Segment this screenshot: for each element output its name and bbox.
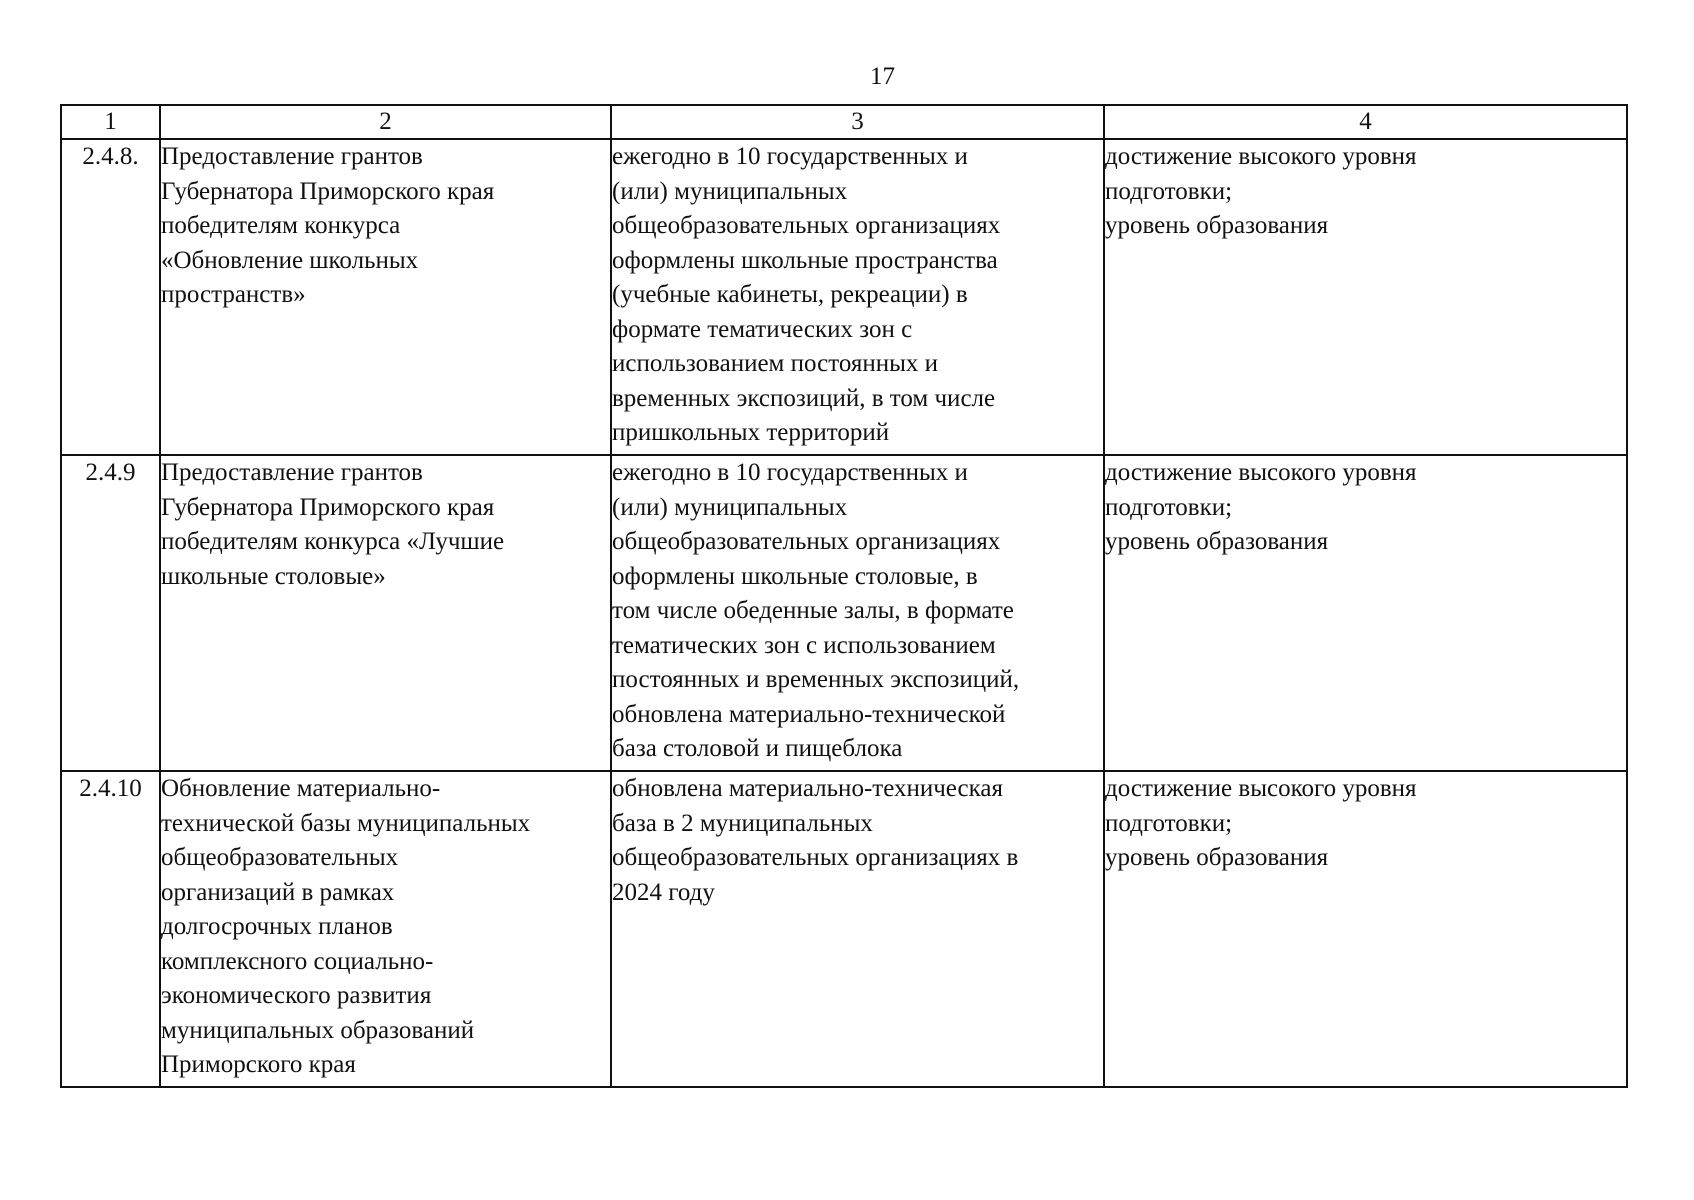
activity-line: комплексного социально-: [161, 947, 434, 975]
activity-line: Приморского края: [161, 1051, 356, 1078]
result-line: (или) муниципальных: [612, 177, 848, 205]
activity-line: технической базы муниципальных: [161, 809, 531, 837]
activity-line: экономического развития: [161, 982, 432, 1009]
activity-cell: [160, 455, 611, 771]
measures-table: [60, 104, 1628, 1088]
activity-line: Предоставление грантов: [161, 143, 423, 170]
activity-line: победителям конкурса: [161, 212, 401, 239]
result-cell: [611, 771, 1104, 1087]
result-line: постоянных и временных экспозиций,: [612, 666, 1020, 693]
page-number: 17: [870, 63, 895, 90]
row-number: 2.4.9: [85, 459, 136, 486]
result-line: обновлена материально-технической: [612, 700, 1006, 728]
result-line: оформлены школьные столовые, в: [612, 562, 978, 590]
impact-line: уровень образования: [1105, 212, 1329, 239]
impact-line: уровень образования: [1105, 528, 1329, 555]
header-col-4: 4: [1104, 105, 1627, 139]
activity-line: Обновление материально-: [161, 775, 441, 802]
activity-line: Предоставление грантов: [161, 459, 423, 486]
activity-line: муниципальных образований: [161, 1016, 475, 1044]
result-cell: [611, 139, 1104, 455]
result-line: том числе обеденные залы, в формате: [612, 597, 1014, 624]
result-line: 2024 году: [612, 878, 715, 906]
result-line: база в 2 муниципальных: [612, 809, 873, 837]
result-line: база столовой и пищеблока: [612, 735, 903, 762]
header-col-1: 1: [61, 105, 160, 139]
impact-line: подготовки;: [1105, 809, 1233, 837]
row-number-cell: [61, 139, 160, 455]
header-col-2: 2: [160, 105, 611, 139]
activity-line: Губернатора Приморского края: [161, 493, 495, 521]
impact-line: подготовки;: [1105, 177, 1233, 205]
activity-line: организаций в рамках: [161, 878, 395, 906]
impact-line: достижение высокого уровня: [1105, 775, 1417, 802]
impact-cell: [1104, 771, 1627, 1087]
result-line: временных экспозиций, в том числе: [612, 384, 996, 412]
result-line: пришкольных территорий: [612, 419, 890, 446]
header-row: [61, 105, 1627, 139]
result-cell: [611, 455, 1104, 771]
result-line: ежегодно в 10 государственных и: [612, 459, 968, 486]
impact-line: достижение высокого уровня: [1105, 459, 1417, 486]
row-number-cell: [61, 455, 160, 771]
activity-line: «Обновление школьных: [161, 246, 419, 274]
result-line: формате тематических зон с: [612, 315, 913, 343]
activity-cell: [160, 771, 611, 1087]
activity-line: пространств»: [161, 281, 306, 308]
result-line: тематических зон с использованием: [612, 631, 996, 659]
activity-line: долгосрочных планов: [161, 913, 393, 940]
row-number-cell: [61, 771, 160, 1087]
result-line: общеобразовательных организациях: [612, 212, 1001, 239]
impact-line: подготовки;: [1105, 493, 1233, 521]
activity-line: Губернатора Приморского края: [161, 177, 495, 205]
impact-line: уровень образования: [1105, 844, 1329, 871]
result-line: общеобразовательных организациях: [612, 528, 1001, 555]
activity-line: общеобразовательных: [161, 844, 399, 871]
result-line: общеобразовательных организациях в: [612, 844, 1019, 871]
impact-line: достижение высокого уровня: [1105, 143, 1417, 170]
table-row: [61, 771, 1627, 1087]
table-header: [61, 105, 1627, 139]
activity-line: победителям конкурса «Лучшие: [161, 528, 505, 555]
result-line: оформлены школьные пространства: [612, 246, 998, 274]
table-row: [61, 455, 1627, 771]
activity-cell: [160, 139, 611, 455]
row-number: 2.4.10: [79, 775, 142, 802]
result-line: использованием постоянных и: [612, 350, 939, 377]
row-number: 2.4.8.: [82, 143, 139, 170]
activity-line: школьные столовые»: [161, 562, 386, 590]
impact-cell: [1104, 139, 1627, 455]
result-line: (или) муниципальных: [612, 493, 848, 521]
table-body: [61, 139, 1627, 1087]
impact-cell: [1104, 455, 1627, 771]
table-row: [61, 139, 1627, 455]
header-col-3: 3: [611, 105, 1104, 139]
result-line: ежегодно в 10 государственных и: [612, 143, 968, 170]
result-line: (учебные кабинеты, рекреации) в: [612, 281, 968, 308]
result-line: обновлена материально-техническая: [612, 775, 1003, 802]
